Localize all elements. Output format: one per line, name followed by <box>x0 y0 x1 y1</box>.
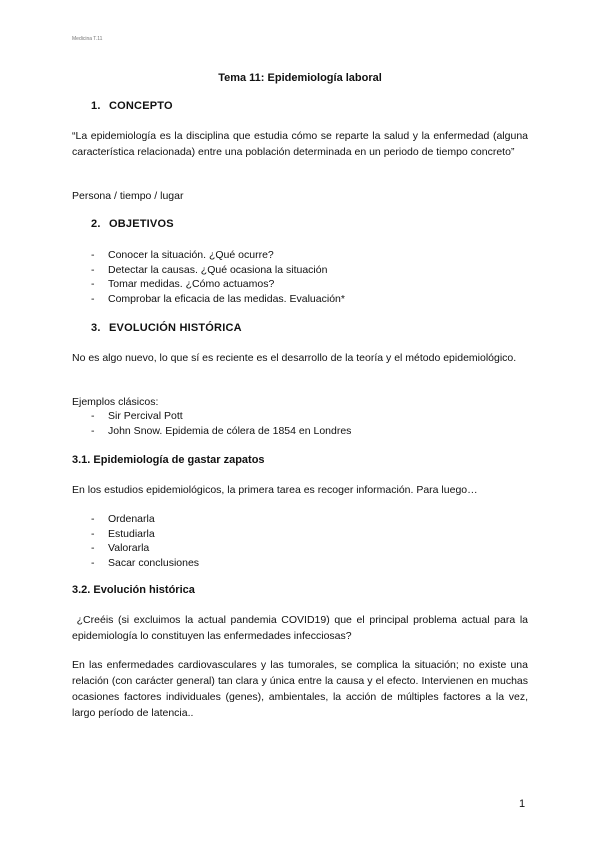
examples-list <box>91 409 351 438</box>
list-item: - John Snow. Epidemia de cólera de 1854 en Londres <box>91 424 351 439</box>
section-heading-concepto <box>91 100 173 112</box>
subsection-3-2-question: ¿Creéis (si excluimos la actual pandemia COVID19) que el principal problema actual para la epidemiología lo constituyen las enfermedades infecciosas? <box>72 614 531 642</box>
persona-tiempo-lugar: Persona / tiempo / lugar <box>72 190 184 202</box>
list-item: - Estudiarla <box>91 527 199 542</box>
page-number: 1 <box>519 798 526 810</box>
list-item: - Sir Percival Pott <box>91 409 351 424</box>
subsection-heading-3-1: 3.1. Epidemiología de gastar zapatos <box>72 454 265 466</box>
section-heading-objetivos <box>91 218 174 230</box>
list-item: - Valorarla <box>91 541 199 556</box>
section-number: 2. <box>91 218 101 230</box>
document-title: Tema 11: Epidemiología laboral <box>218 72 382 84</box>
subsection-3-2-paragraph: En las enfermedades cardiovasculares y las tumorales, se complica la situación; no existe una relación (con carácter general) tan clara y única entre la causa y el efecto. Intervienen en muchas ocasiones factores individuales (genes), ambientales, la acción de múltiples factores a la vez, largo período de latencia.. <box>72 659 528 719</box>
section-heading-text: EVOLUCIÓN HISTÓRICA <box>109 322 242 334</box>
definition-quote: “La epidemiología es la disciplina que estudia cómo se reparte la salud y la enfermedad (alguna característica relacionada) entre una población determinada en un periodo de tiempo concreto” <box>72 130 528 158</box>
subsection-heading-3-2: 3.2. Evolución histórica <box>72 584 195 596</box>
examples-label: Ejemplos clásicos: <box>72 396 159 408</box>
list-item: - Sacar conclusiones <box>91 556 199 571</box>
list-item: - Tomar medidas. ¿Cómo actuamos? <box>91 277 345 292</box>
section-number: 1. <box>91 100 101 112</box>
list-item: - Detectar la causas. ¿Qué ocasiona la situación <box>91 263 345 278</box>
list-item: - Conocer la situación. ¿Qué ocurre? <box>91 248 345 263</box>
section-number: 3. <box>91 322 101 334</box>
subsection-3-1-list <box>91 512 199 570</box>
section-heading-text: CONCEPTO <box>109 100 173 112</box>
section-heading-text: OBJETIVOS <box>109 218 174 230</box>
section-heading-evolucion <box>91 322 242 334</box>
evolucion-paragraph: No es algo nuevo, lo que sí es reciente es el desarrollo de la teoría y el método epidemiológico. <box>72 352 517 364</box>
list-item: - Ordenarla <box>91 512 199 527</box>
objetivos-list <box>91 248 345 306</box>
header-note: Medicina T.11 <box>72 36 103 42</box>
list-item: - Comprobar la eficacia de las medidas. Evaluación* <box>91 292 345 307</box>
subsection-3-1-paragraph: En los estudios epidemiológicos, la primera tarea es recoger información. Para luego… <box>72 484 478 496</box>
